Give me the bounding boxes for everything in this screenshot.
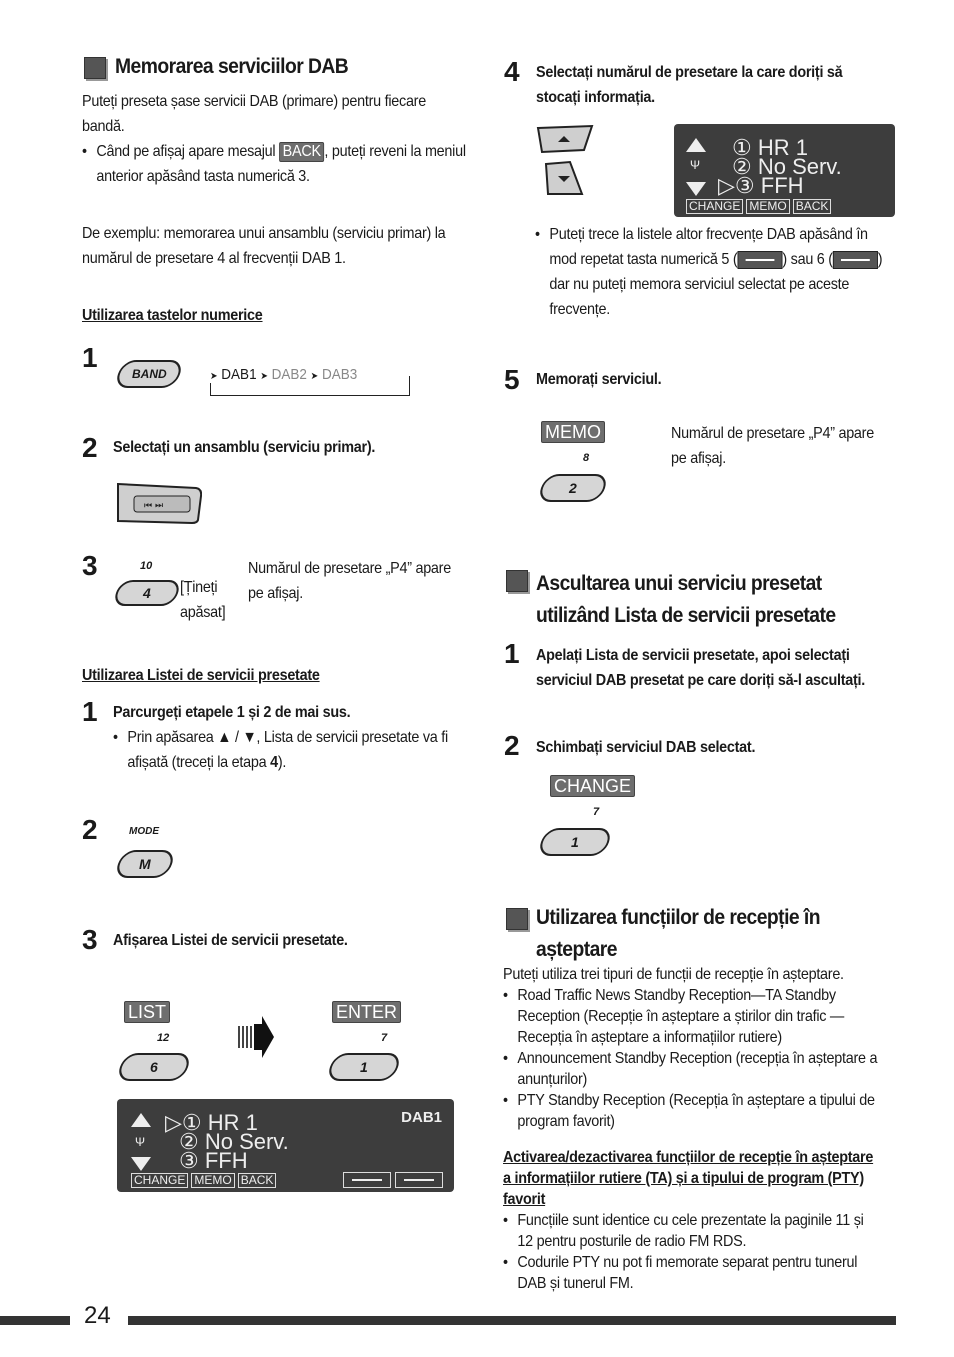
band-cycle-diagram: ➤ DAB1 ➤ DAB2 ➤ DAB3 [210,366,408,396]
down-button[interactable] [542,160,586,198]
preset-6-button[interactable]: 6 [115,1053,192,1081]
list-secondary-label: 12 [157,1032,170,1044]
list-item: • Road Traffic News Standby Reception—TA Standby Reception (Recepție în așteptare a știrilor din trafic — Recepția în așteptare a informațiilor rutiere) [503,985,881,1048]
down-icon [686,182,706,196]
up-icon [686,138,706,152]
step-number: 2 [504,730,520,761]
lcd-change-button[interactable]: CHANGE [686,199,743,214]
lcd-back-button[interactable]: BACK [238,1173,277,1188]
step-number: 1 [82,342,98,373]
arrow-bullet: • Prin apăsarea ▲ / ▼, Lista de servicii presetate va fi afișată (treceți la etapa 4). [113,729,448,771]
hold-instruction: [Țineți apăsat] [180,579,226,621]
seek-buttons[interactable] [116,480,202,524]
memo-note: Numărul de presetare „P4” apare pe afișaj. [671,425,874,467]
step-text: Selectați numărul de presetare la care doriți să stocați informația. [536,64,843,106]
preset-4-button[interactable]: 4 [112,580,182,606]
lcd-band: DAB1 [401,1109,442,1126]
svg-text:⏮︎ ⏭︎: ⏮︎ ⏭︎ [144,501,164,511]
step-text: Afișarea Listei de servicii presetate. [113,932,348,949]
lcd-display-list [117,1099,454,1192]
standby-types-list [503,985,881,1132]
lcd-row-3: ▷③ FFH [718,173,804,198]
band-switch-bullet: • Puteți trece la listele altor frecvențe DAB apăsând în mod repetat tasta numerică 5 ( ) sau 6 ( ) dar nu puteți memora serviciul selectat pe aceste frecvențe. [535,226,883,318]
step-number: 2 [82,814,98,845]
step-text: Apelați Lista de servicii presetate, apoi selectați serviciul DAB presetat pe care doriți să-l ascultați. [536,647,866,689]
prev-band-icon[interactable] [343,1172,391,1188]
standby-intro: Puteți utiliza trei tipuri de funcții de recepție în așteptare. [503,966,844,983]
numeric-keys-heading: Utilizarea tastelor numerice [82,307,263,324]
preset-1-button[interactable]: 1 [325,1053,402,1081]
lcd-row-1: ① HR 1 [732,135,808,160]
lcd-row-2: ② No Serv. [179,1129,289,1154]
change-tag: CHANGE [550,775,635,797]
signal-icon: Ψ [135,1135,146,1149]
step-text: Memorați serviciul. [536,371,662,388]
step-number: 3 [82,924,98,955]
section-title-listen: Ascultarea unui serviciu presetat utilizând Lista de servicii presetate [536,572,836,627]
intro-paragraph: Puteți preseta șase servicii DAB (primare) pentru fiecare bandă. [82,93,426,135]
lcd-back-button[interactable]: BACK [793,199,832,214]
section-marker-icon [506,570,528,592]
cycle-dab3: DAB3 [321,366,358,383]
band-button[interactable]: BAND [113,360,184,388]
step-number: 1 [82,696,98,727]
arrow-right-icon [236,1014,276,1060]
down-icon [131,1157,151,1171]
step-number: 2 [82,432,98,463]
step-text: Parcurgeți etapele 1 și 2 de mai sus. [113,704,351,721]
section-marker-icon [506,908,528,930]
memo-secondary-label: 8 [583,452,590,464]
page-number: 24 [84,1302,111,1329]
step-number: 4 [504,56,520,87]
lcd-row-1: ▷① HR 1 [165,1110,258,1135]
lcd-change-button[interactable]: CHANGE [131,1173,188,1188]
step-text: Schimbați serviciul DAB selectat. [536,739,756,756]
lcd-row-2: ② No Serv. [732,154,842,179]
prev-band-icon [737,251,782,269]
next-band-icon[interactable] [395,1172,443,1188]
step-text: Selectați un ansamblu (serviciu primar). [113,439,376,456]
mode-label: MODE [129,826,159,837]
section-title-memorize: Memorarea serviciilor DAB [115,55,349,78]
footer-rule-right [128,1316,896,1325]
key-secondary-label: 10 [140,560,153,572]
ta-pty-list [503,1210,881,1294]
footer-rule-left [0,1316,70,1325]
step-number: 1 [504,638,520,669]
list-item: • PTY Standby Reception (Recepția în așteptare a tipului de program favorit) [503,1090,881,1132]
preset-1-button[interactable]: 1 [536,828,613,856]
back-tag: BACK [279,142,324,162]
section-marker-icon [84,57,106,79]
list-tag: LIST [124,1001,170,1023]
mode-button[interactable]: M [113,850,176,878]
up-icon [131,1113,151,1127]
step-number: 5 [504,364,520,395]
back-bullet: • Când pe afișaj apare mesajul BACK , puteți reveni la meniul anterior apăsând tasta numerică 3. [82,142,466,185]
preset-list-heading: Utilizarea Listei de servicii presetate [82,667,320,684]
lcd-row-3: ③ FFH [179,1148,248,1173]
lcd-display-presets [674,124,895,217]
list-item: • Announcement Standby Reception (recepția în așteptare a anunțurilor) [503,1048,881,1090]
enter-tag: ENTER [332,1001,401,1023]
step-number: 3 [82,550,98,581]
next-band-icon [833,251,878,269]
list-item: • Codurile PTY nu pot fi memorate separat pentru tunerul DAB și tunerul FM. [503,1252,881,1294]
change-secondary-label: 7 [593,806,600,818]
example-paragraph: De exemplu: memorarea unui ansamblu (serviciu primar) la numărul de presetare 4 al frecvenții DAB 1. [82,225,446,267]
cycle-dab2: DAB2 [271,366,307,383]
preset-note: Numărul de presetare „P4” apare pe afișaj. [248,560,451,602]
list-item: • Funcțiile sunt identice cu cele prezentate la paginile 11 și 12 pentru posturile de radio FM RDS. [503,1210,881,1252]
cycle-dab1: DAB1 [221,366,257,383]
section-title-standby: Utilizarea funcțiilor de recepție în așteptare [536,906,820,961]
signal-icon: Ψ [690,158,701,172]
preset-2-button[interactable]: 2 [536,474,609,502]
lcd-memo-button[interactable]: MEMO [191,1173,234,1188]
memo-tag: MEMO [541,421,605,443]
up-button[interactable] [536,124,596,154]
ta-pty-heading: Activarea/dezactivarea funcțiilor de recepție în așteptare a informațiilor rutiere (TA) și a tipului de program (PTY) favorit [503,1149,874,1208]
enter-secondary-label: 7 [381,1032,388,1044]
lcd-memo-button[interactable]: MEMO [746,199,789,214]
